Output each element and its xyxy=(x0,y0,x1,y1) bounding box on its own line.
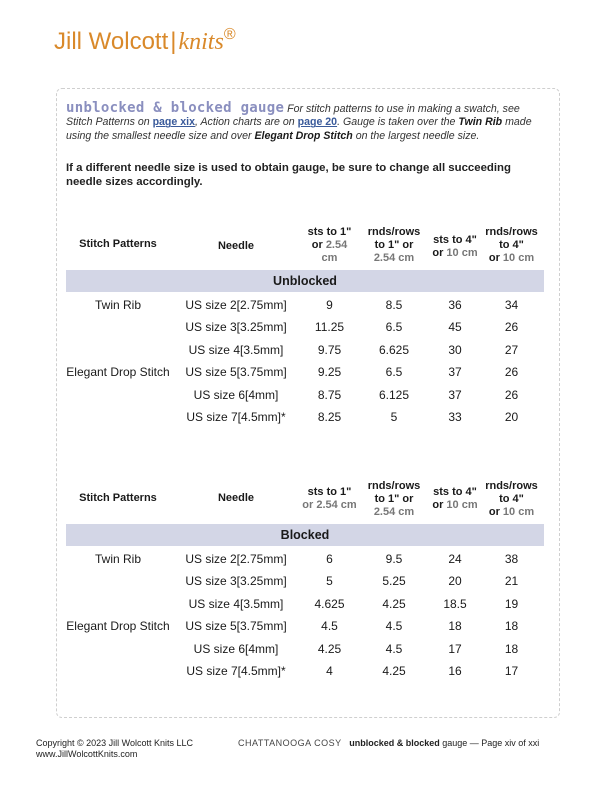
col-rnds-4in: rnds/rows to 4" or 10 cm xyxy=(485,226,538,264)
twin-rib-emphasis: Twin Rib xyxy=(458,116,503,129)
cell-sts-1in: 11.25 xyxy=(314,320,345,335)
col-rnds-4in: rnds/rows to 4" or 10 cm xyxy=(485,480,538,518)
cell-sts-4in: 33 xyxy=(448,409,462,424)
cell-rnds-4in: 38 xyxy=(504,552,519,566)
cell-sts-4in: 16 xyxy=(448,663,462,678)
cell-rnds-4in: 26 xyxy=(504,365,519,380)
cell-rnds-1in: 4.5 xyxy=(385,619,403,634)
logo-knits: knits xyxy=(178,29,224,55)
cell-rnds-4in: 21 xyxy=(504,574,519,589)
cell-sts-4in: 24 xyxy=(448,552,462,566)
col-rnds-1in: rnds/rows to 1" or 2.54 cm xyxy=(367,480,421,518)
cell-rnds-1in: 6.5 xyxy=(385,365,403,380)
link-action-charts[interactable]: page 20 xyxy=(297,116,338,129)
cell-rnds-4in: 34 xyxy=(504,298,519,312)
logo-name: Jill Wolcott xyxy=(54,28,169,55)
cell-rnds-1in: 4.25 xyxy=(382,663,406,678)
cell-stitch: Elegant Drop Stitch xyxy=(66,365,170,380)
cell-rnds-1in: 4.25 xyxy=(382,596,406,611)
cell-sts-1in: 8.25 xyxy=(317,409,342,424)
cell-sts-4in: 45 xyxy=(448,320,462,335)
cell-sts-1in: 9.25 xyxy=(317,365,342,380)
intro-text-1: For stitch patterns to use in making a swatch, see Stitch Patterns on xyxy=(66,103,520,129)
pattern-title: CHATTANOOGA COSY xyxy=(238,738,342,748)
cell-needle: US size 4[3.5mm] xyxy=(188,596,284,611)
cell-stitch: Twin Rib xyxy=(94,552,141,566)
cell-rnds-4in: 20 xyxy=(504,409,519,424)
table-header xyxy=(66,478,544,524)
cell-needle: US size 2[2.75mm] xyxy=(185,298,287,312)
cell-rnds-4in: 26 xyxy=(504,387,519,402)
blocked-table xyxy=(66,478,544,682)
table-row xyxy=(66,570,544,592)
unblocked-table xyxy=(66,224,544,428)
cell-sts-4in: 30 xyxy=(448,342,462,357)
cell-sts-1in: 9.75 xyxy=(317,342,342,357)
cell-rnds-1in: 8.5 xyxy=(385,298,403,312)
cell-sts-1in: 4.625 xyxy=(314,596,345,611)
col-needle: Needle xyxy=(217,240,255,252)
unblocked-band: Unblocked xyxy=(66,270,544,292)
cell-needle: US size 7[4.5mm]* xyxy=(186,663,286,678)
cell-sts-4in: 20 xyxy=(448,574,462,589)
cell-sts-4in: 17 xyxy=(448,641,462,656)
cell-sts-4in: 37 xyxy=(448,365,462,380)
link-stitch-patterns[interactable]: page xix xyxy=(152,116,195,129)
cell-rnds-1in: 4.5 xyxy=(385,641,403,656)
table-row xyxy=(66,384,544,406)
cell-needle: US size 6[4mm] xyxy=(193,387,279,402)
intro-paragraph xyxy=(66,102,546,143)
cell-stitch: Elegant Drop Stitch xyxy=(66,619,170,634)
cell-needle: US size 4[3.5mm] xyxy=(188,342,284,357)
table-row xyxy=(66,316,544,338)
cell-needle: US size 3[3.25mm] xyxy=(185,320,287,335)
col-sts-1in: sts to 1" or 2.54 cm xyxy=(307,226,352,264)
cell-sts-1in: 5 xyxy=(326,574,333,589)
table-row xyxy=(66,294,544,316)
col-stitch-patterns: Stitch Patterns xyxy=(79,238,157,250)
cell-sts-1in: 6 xyxy=(326,552,333,566)
intro-text-2: , Action charts are on xyxy=(194,116,298,129)
cell-rnds-4in: 18 xyxy=(504,641,519,656)
cell-rnds-1in: 6.125 xyxy=(378,387,410,402)
cell-sts-4in: 36 xyxy=(448,298,462,312)
cell-sts-1in: 8.75 xyxy=(317,387,342,402)
table-row xyxy=(66,615,544,637)
cell-rnds-1in: 6.625 xyxy=(378,342,410,357)
cell-rnds-1in: 9.5 xyxy=(385,552,403,566)
col-sts-4in: sts to 4" or 10 cm xyxy=(432,486,478,511)
cell-rnds-1in: 5 xyxy=(390,409,398,424)
cell-rnds-4in: 17 xyxy=(504,663,519,678)
cell-sts-4in: 18.5 xyxy=(443,596,467,611)
cell-rnds-4in: 18 xyxy=(504,619,519,634)
brand-logo xyxy=(54,28,236,56)
blocked-rows xyxy=(66,548,544,682)
cell-needle: US size 3[3.25mm] xyxy=(185,574,287,589)
cell-sts-1in: 9 xyxy=(326,298,333,312)
cell-sts-1in: 4.25 xyxy=(317,641,342,656)
table-row xyxy=(66,638,544,660)
col-stitch-patterns: Stitch Patterns xyxy=(79,492,157,504)
col-sts-1in: sts to 1" or 2.54 cm xyxy=(302,486,357,511)
table-row xyxy=(66,548,544,570)
col-rnds-1in: rnds/rows to 1" or 2.54 cm xyxy=(367,226,421,264)
intro-text-4: made using the smallest needle size and over xyxy=(66,116,532,142)
table-row xyxy=(66,361,544,383)
drop-stitch-emphasis: Elegant Drop Stitch xyxy=(254,129,353,142)
logo-bar: | xyxy=(170,28,177,55)
col-sts-4in: sts to 4" or 10 cm xyxy=(432,234,478,259)
cell-sts-4in: 18 xyxy=(448,619,462,634)
cell-rnds-4in: 26 xyxy=(504,320,519,335)
col-needle: Needle xyxy=(217,492,255,504)
table-header xyxy=(66,224,544,270)
table-row xyxy=(66,339,544,361)
cell-needle: US size 5[3.75mm] xyxy=(185,619,287,634)
footer-section: unblocked & blocked xyxy=(349,738,440,748)
table-row xyxy=(66,593,544,615)
cell-sts-1in: 4.5 xyxy=(321,619,338,634)
registered-icon: ® xyxy=(223,26,236,43)
website-link[interactable]: www.JillWolcottKnits.com xyxy=(36,749,138,759)
cell-stitch: Twin Rib xyxy=(94,298,141,312)
cell-needle: US size 2[2.75mm] xyxy=(185,552,287,566)
blocked-band: Blocked xyxy=(66,524,544,546)
cell-needle: US size 5[3.75mm] xyxy=(185,365,287,380)
cell-needle: US size 6[4mm] xyxy=(193,641,279,656)
intro-text-3: . Gauge is taken over the xyxy=(337,116,459,129)
unblocked-rows xyxy=(66,294,544,428)
cell-sts-1in: 4 xyxy=(326,663,333,678)
intro-text-5: on the largest needle size. xyxy=(352,129,480,142)
footer-right xyxy=(238,738,539,748)
table-row xyxy=(66,660,544,682)
cell-rnds-4in: 27 xyxy=(504,342,519,357)
section-heading: unblocked & blocked gauge xyxy=(66,100,285,116)
page-number: gauge — Page xiv of xxi xyxy=(439,738,540,748)
cell-rnds-1in: 5.25 xyxy=(382,574,406,589)
needle-size-note: If a different needle size is used to obtain gauge, be sure to change all succeeding needle sizes accordingly. xyxy=(66,162,511,188)
cell-needle: US size 7[4.5mm]* xyxy=(186,409,286,424)
table-row xyxy=(66,406,544,428)
footer-left xyxy=(36,738,193,760)
cell-sts-4in: 37 xyxy=(448,387,462,402)
cell-rnds-4in: 19 xyxy=(504,596,519,611)
copyright-text: Copyright © 2023 Jill Wolcott Knits LLC xyxy=(36,738,194,748)
cell-rnds-1in: 6.5 xyxy=(385,320,403,335)
